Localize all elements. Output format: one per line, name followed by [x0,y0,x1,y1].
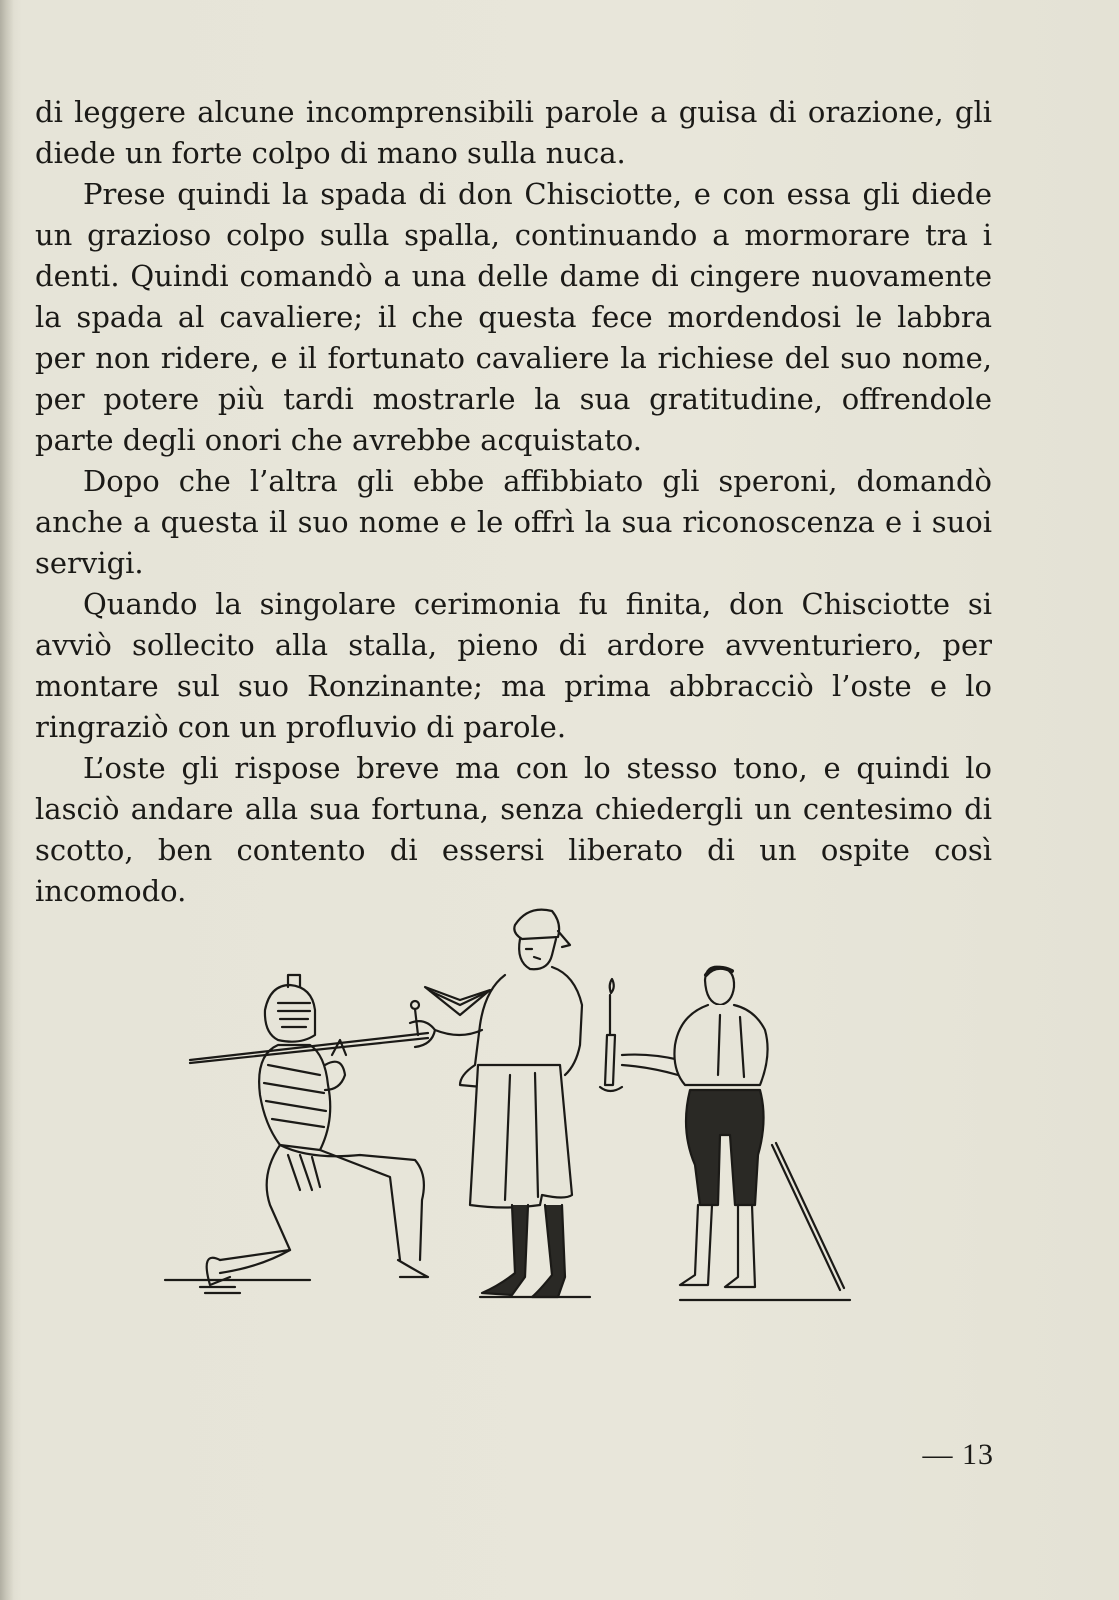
paragraph-2: Prese quindi la spada di don Chisciotte, e con essa gli diede un grazioso colpo sulla spalla, continuando a mormorare tra i denti. Quindi comandò a una delle dame di cingere nuovamente la spada al cavaliere; il che questa fece mordendosi le labbra per non ridere, e il fortunato cavaliere la richiese del suo nome, per potere più tardi mostrarle la sua gratitudine, offrendole parte degli onori che avrebbe acquistato. [35,177,992,457]
page-number: — 13 [922,1438,994,1471]
boy-with-candle-figure [600,967,844,1290]
page-gutter [0,0,14,1600]
paragraph-3: Dopo che l’altra gli ebbe affibbiato gli speroni, domandò anche a questa il suo nome e le offrì la sua riconoscenza e i suoi servigi. [35,464,992,580]
knighting-illustration [160,905,880,1335]
paragraph-5: L’oste gli rispose breve ma con lo stesso tono, e quindi lo lasciò andare alla sua fortuna, senza chiedergli un centesimo di scotto, ben contento di essersi liberato di un ospite così incomodo. [35,751,992,908]
paragraph-1: di leggere alcune incomprensibili parole a guisa di orazione, gli diede un forte colpo di mano sulla nuca. [35,95,992,170]
body-text [35,92,992,912]
kneeling-knight-figure [207,975,428,1285]
paragraph-4: Quando la singolare cerimonia fu finita, don Chisciotte si avviò sollecito alla stalla, pieno di ardore avventuriero, per montare sul suo Ronzinante; ma prima abbracciò l’oste e lo ringraziò con un profluvio di parole. [35,587,992,744]
innkeeper-figure [425,910,582,1297]
